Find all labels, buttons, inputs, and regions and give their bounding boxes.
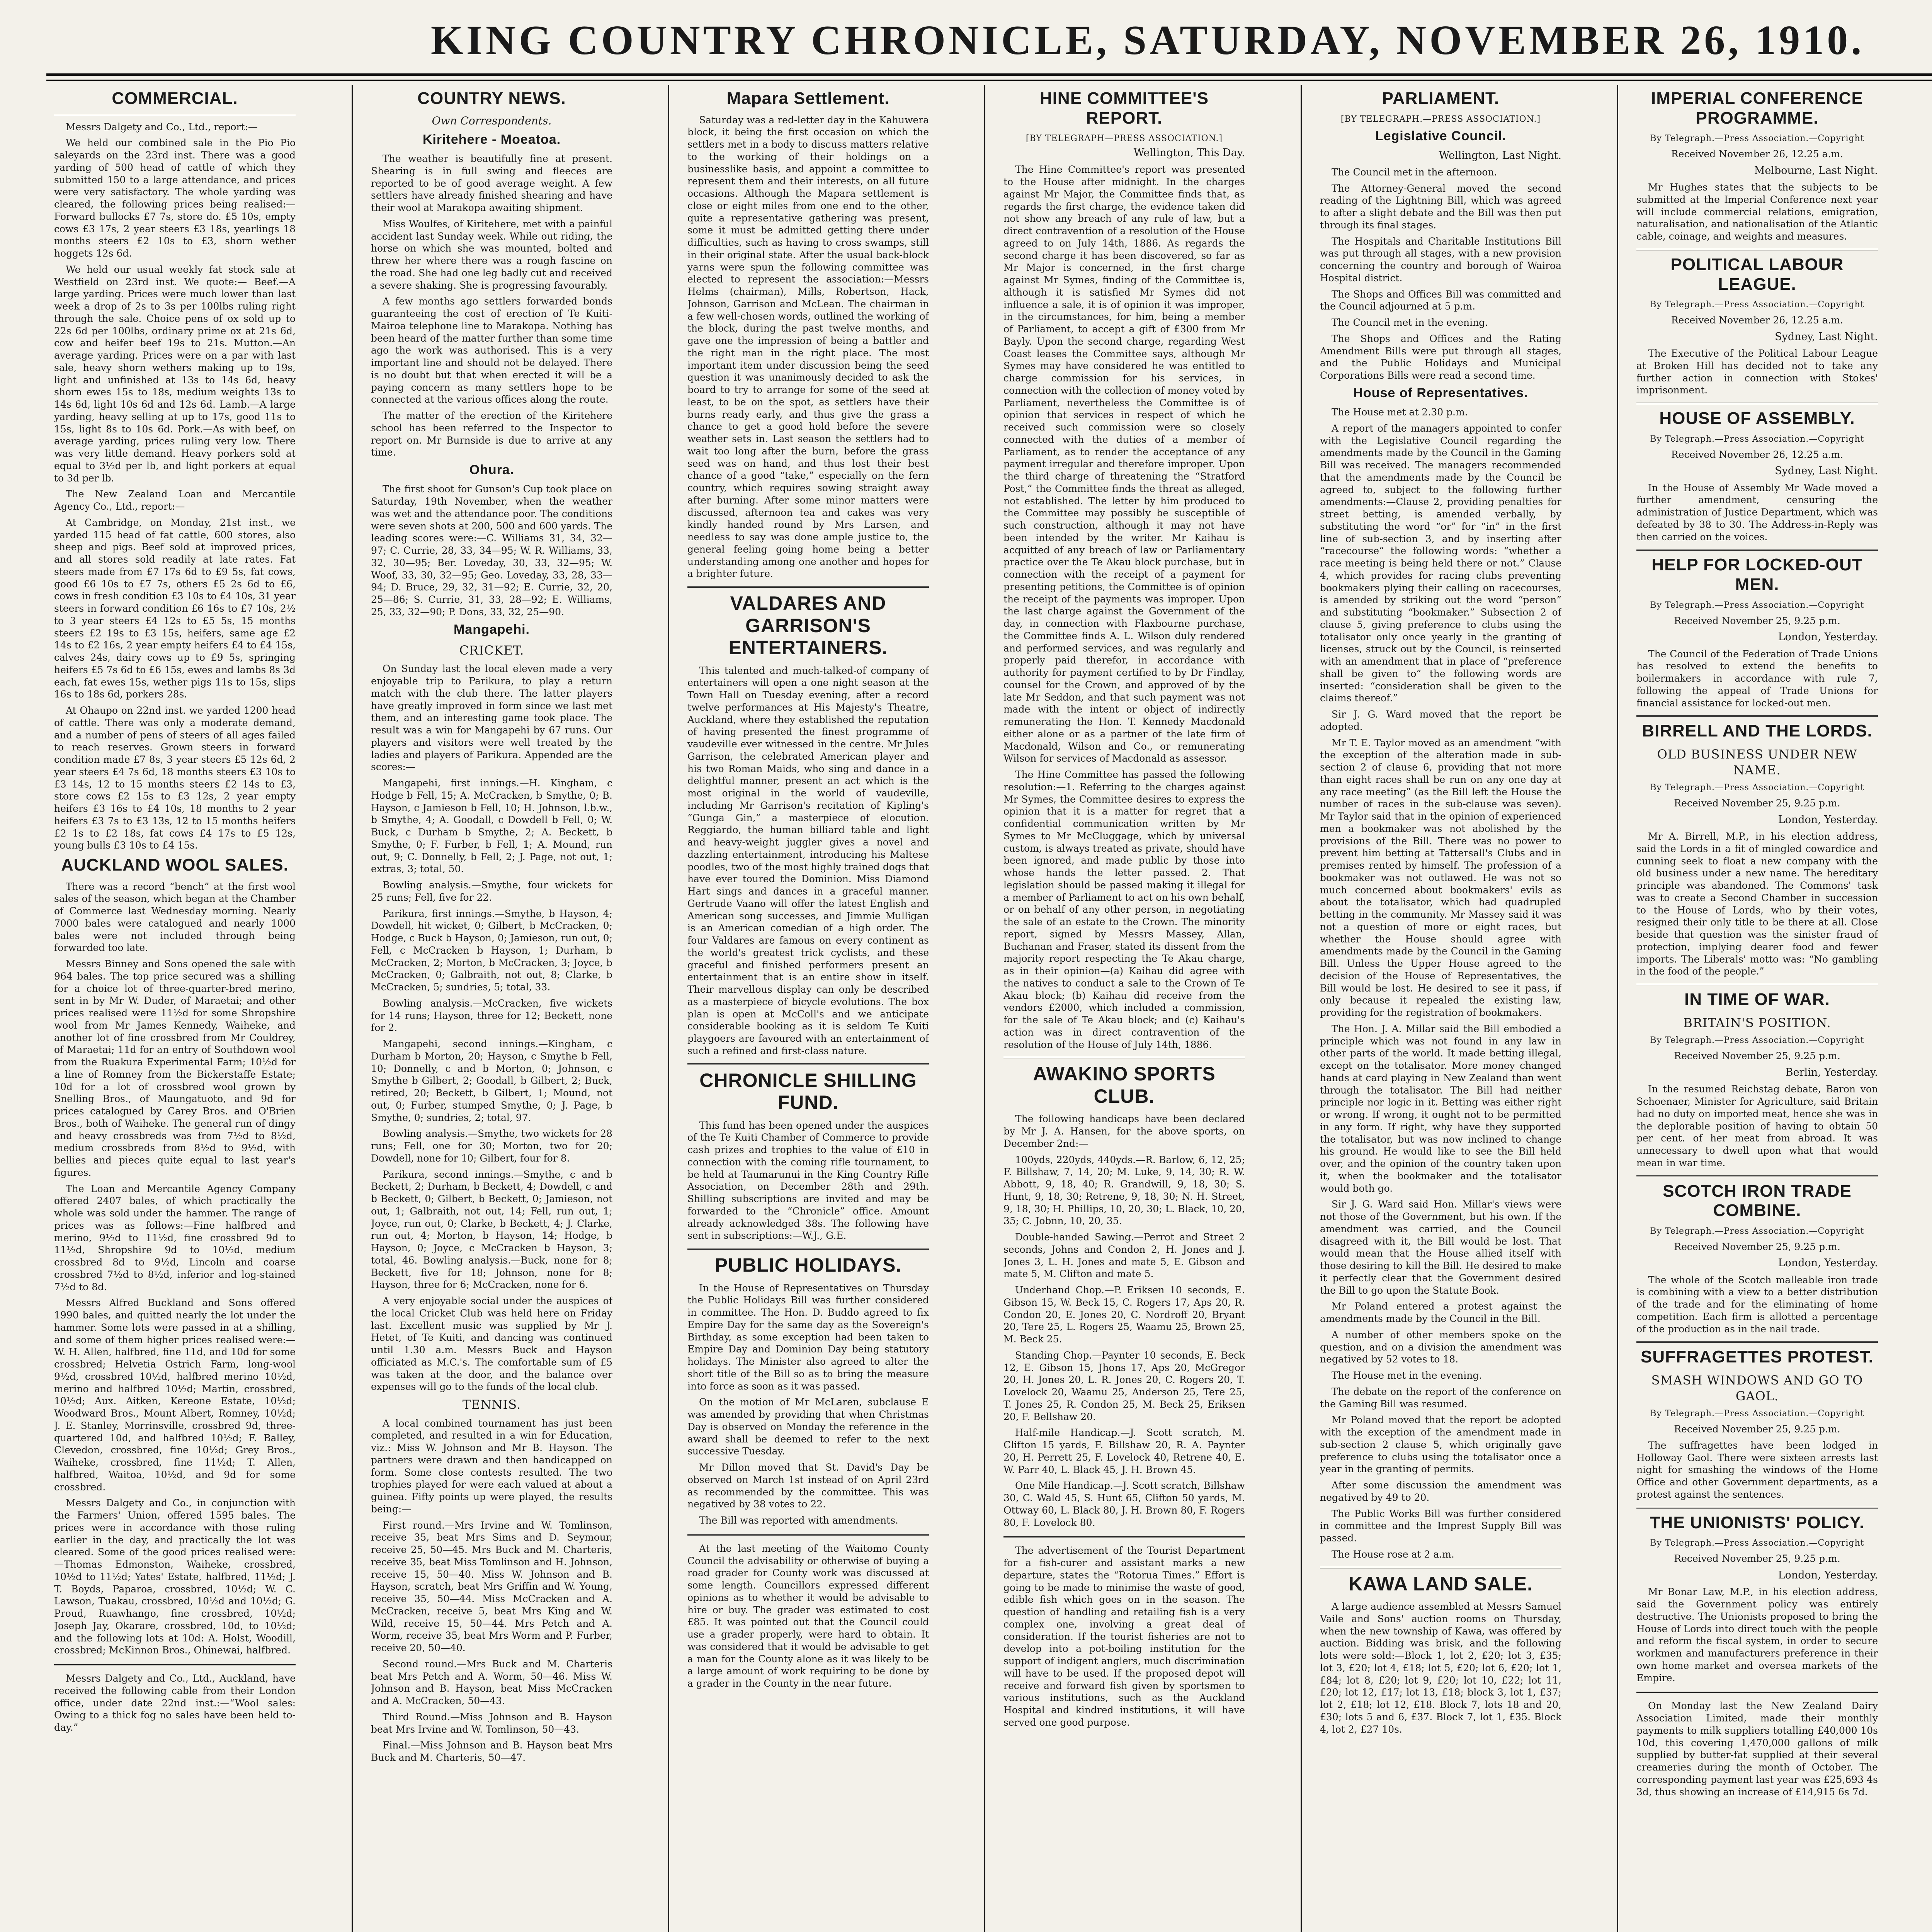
column-2 — [371, 85, 612, 1932]
received-line: Received November 25, 9.25 p.m. — [1674, 1553, 1840, 1565]
article-paragraph: Messrs Dalgety and Co., in conjunction with the Farmers' Union, offered 1595 bales. The prices were in accordance with those ruling earlier in the day, and practically the lot was cleared. Some of the good prices realised were:—Thomas Edmonston, Waiheke, crossbred, 10½d to 11½d; Yates' Estate, halfbred, 11½d; J. T. Boyds, Paparoa, crossbred, 10½d; W. C. Lawson, Tuakau, crossbred, 10½d and 10½d; G. Proud, Ruawhango, fine crossbred, 10½d; Joseph Jay, Okarare, crossbred, 10d, to 10½d; and the following lots at 10d: A. Holst, Woodill, crossbred; McKinnon Bros., Ohinewai, halfbred. — [54, 1497, 296, 1656]
divider — [1003, 1057, 1245, 1058]
article-paragraph: This talented and much-talked-of company of entertainers will open a one night season at the Town Hall on Tuesday evening, after a record twelve performances at His Majesty's Theatre, Auckland, where they established the reputation of having presented the finest programme of vaudeville ever witnessed in the centre. Mr Jules Garrison, the celebrated American player and his two Roman Maids, who sing and dance in a delightful manner, present an act which is the most original in the world of vaudeville, including Mr Garrison's recitation of Kipling's “Gunga Gin,” a masterpiece of elocution. Reggiardo, the human billiard table and light and heavy-weight juggler gives a novel and dazzling entertainment, introducing his Maltese poodles, two of the most highly trained dogs that have ever toured the Dominion. Miss Diamond Hart sings and dances in a graceful manner. Gertrude Vaano will offer the latest English and American song successes, and Jimmie Mulligan is an American comedian of a high order. The four Valdares are famous on every continent as the world's greatest trick cyclists, and these graceful and finished performers present an entertainment that is an entire show in itself. Their marvellous display can only be described as a masterpiece of bicycle evolutions. The box plan is open at McColl's and we anticipate considerable booking as it is seldom Te Kuiti playgoers are favoured with an entertainment of such a refined and first-class nature. — [687, 665, 929, 1056]
article-paragraph: Mr T. E. Taylor moved as an amendment “with the exception of the alteration made in sub-section 2 of clause 6, providing that not more than eight races shall be run on any one day at any race meeting” (as the Bill left the House the number of races in the sub-clause was seven). Mr Taylor said that in the opinion of experienced men a bookmaker was not abolished by the provisions of the Bill. There was no power to prevent him betting at Tattersall's Clubs and in premises rented by himself. The profession of a bookmaker was not outlawed. He was not so much concerned about bookmakers' evils as about the totalisator, which had quadrupled betting in the community. Mr Massey said it was not a question of more or eight races, but whether the House should agree with amendments made by the Council in the Gaming Bill. Unless the Upper House agreed to the decision of the House of Representatives, the Bill would be lost. He desired to see it pass, if only because it repealed the existing law, providing for the registration of bookmakers. — [1320, 737, 1561, 1018]
article-paragraph: At the last meeting of the Waitomo County Council the advisability or otherwise of buying a road grader for County work was discussed at some length. Councillors expressed different opinions as to whether it would be advisable to hire or buy. The grader was estimated to cost £85. It was pointed out that the Council could use a grader properly, were hard to obtain. It was considered that it would be advisable to get a man for the County alone as it was likely to be a large amount of work requiring to be done by a grader in the County in the near future. — [687, 1543, 929, 1689]
article-paragraph: The Bill was reported with amendments. — [699, 1515, 898, 1526]
headline-awakino-sports: AWAKINO SPORTS CLUB. — [1033, 1063, 1216, 1107]
received-line: Received November 25, 9.25 p.m. — [1674, 798, 1840, 809]
received-line: Received November 26, 12.25 a.m. — [1671, 315, 1844, 326]
divider — [1636, 1507, 1878, 1509]
article-paragraph: Underhand Chop.—P. Eriksen 10 seconds, E. Gibson 15, W. Beck 15, C. Rogers 17, Aps 20, R. Condon 20, E. Jones 20, C. Nordroff 20, Bryant 20, Tere 25, L. Rogers 25, Waamu 25, Brown 25, M. Beck 25. — [1003, 1284, 1245, 1345]
article-paragraph: The Hine Committee has passed the following resolution:—1. Referring to the charges against Mr Symes, the Committee desires to express the opinion that it is a matter for regret that a confidential communication written by Mr Symes to Mr McCluggage, which by universal custom, is always treated as private, should have been ignored, and made public by those into whose hands the letter passed. 2. That legislation should be passed making it illegal for a member of Parliament to act on his own behalf, or on behalf of any other person, in negotiating the sale of an estate to the Crown. The minority report, signed by Messrs Massey, Allan, Buchanan and Fraser, stated its dissent from the majority report respecting the Te Akau charge, as in their opinion—(a) Kaihau did agree with the natives to conduct a sale to the Crown of Te Akau block; (b) Kaihau did receive from the vendors £2000, which included a commission, for the sale of Te Akau block; and (c) Kaihau's action was in direct contravention of the resolution of the House of July 14th, 1886. — [1003, 769, 1245, 1050]
article-paragraph: Messrs Dalgety and Co., Ltd., Auckland, have received the following cable from their London office, under date 22nd inst.:—“Wool sales: Owing to a thick fog no sales have been held to-day.” — [54, 1673, 296, 1733]
article-paragraph: In the resumed Reichstag debate, Baron von Schoenaer, Minister for Agriculture, said Britain had no duty on imported meat, hence she was in the deplorable position of having to obtain 50 per cent. of her meat from abroad. It was unnecessary to dwell upon what that would mean in war time. — [1636, 1083, 1878, 1168]
dateline: Berlin, Yesterday. — [1785, 1066, 1878, 1078]
headline-in-time-of-war: IN TIME OF WAR. — [1684, 990, 1830, 1009]
article-paragraph: The Executive of the Political Labour League at Broken Hill has decided not to take any further action in connection with Stokes' imprisonment. — [1636, 348, 1878, 396]
dateline: London, Yesterday. — [1778, 631, 1878, 643]
headline-hine-committee: HINE COMMITTEE'S REPORT. — [1039, 89, 1209, 128]
masthead-title: KING COUNTRY CHRONICLE, SATURDAY, NOVEMBER 26, 1910. — [430, 17, 1865, 63]
subhead-legislative-council: Legislative Council. — [1375, 128, 1507, 143]
article-paragraph: The House rose at 2 a.m. — [1332, 1548, 1454, 1560]
column-rule — [984, 85, 985, 1932]
headline-scotch-iron-trade: SCOTCH IRON TRADE COMBINE. — [1663, 1181, 1852, 1220]
article-paragraph: At Cambridge, on Monday, 21st inst., we yarded 115 head of fat cattle, 600 stores, also sheep and pigs. Beef sold at improved prices, and all stores sold readily at late rates. Fat steers made from £7 17s 6d to £9 5s, fat cows, good £6 10s to £7 7s, others £5 2s 6d to £6, cows in fresh condition £3 10s to £4 10s, 31 year steers in forward condition £6 16s to £7 10s, 2½ to 3 year steers £4 12s to £5 5s, 15 months steers £2 19s to £3 15s, heifers, same age £2 14s to £2 16s, 2 year empty heifers £4 to £4 15s, calves 24s, dairy cows up to £9 5s, springing heifers £5 7s 6d to £6 15s, ewes and lambs 8s 3d each, fat ewes 15s, wether pigs 11s to 15s, slips 16s to 18s 6d, porkers 28s. — [54, 517, 296, 700]
article-paragraph: The Council of the Federation of Trade Unions has resolved to extend the benefits to boilermakers in accordance with rule 7, following the appeal of Trade Unions for financial assistance for locked-out men. — [1636, 648, 1878, 709]
divider — [54, 1664, 296, 1665]
headline-birrell-and-lords: BIRRELL AND THE LORDS. — [1642, 721, 1872, 741]
headline-country-news: COUNTRY NEWS. — [417, 89, 566, 108]
dateline: London, Yesterday. — [1778, 1257, 1878, 1269]
article-paragraph: Messrs Alfred Buckland and Sons offered 1990 bales, and quitted nearly the lot under the hammer. Some lots were passed in at a shilling, and some of them higher prices realised were:—W. H. Allen, halfbred, fine 11d, and 10d for some crossbred; Helvetia Ostrich Farm, long-wool 9½d, crossbred 10½d, halfbred merino 10½d, merino and halfbred 10½d; Martin, crossbred, 10½d; Aux. Aitken, Kereone Estate, 10½d; Woodward Bros., Mount Albert, Romney, 10½d; J. E. Stanley, Morrinsville, crossbred 9d, three-quartered 10d, and halfbred 10½d; F. Balley, Clevedon, crossbred, fine 10½d; Grey Bros., Waiheke, crossbred, fine 11½d; T. Allen, halfbred, Waitoa, 10½d, and 9d for some crossbred. — [54, 1297, 296, 1493]
article-paragraph: Miss Woulfes, of Kiritehere, met with a painful accident last Sunday week. While out riding, the horse on which she was mounted, bolted and threw her where there was a rough fascine on the road. She had one leg badly cut and received a severe shaking. She is progressing favourably. — [371, 218, 612, 291]
received-line: Received November 25, 9.25 p.m. — [1674, 615, 1840, 626]
byline: [BY TELEGRAPH—PRESS ASSOCIATION.] — [1026, 134, 1223, 144]
dateline: Wellington, This Day. — [1133, 147, 1245, 159]
divider — [687, 1248, 929, 1250]
article-paragraph: Mr Hughes states that the subjects to be submitted at the Imperial Conference next year will include commercial relations, emigration, naturalisation, and nationalisation of the Atlantic cable, coinage, and weights and measures. — [1636, 182, 1878, 242]
press-credit: By Telegraph.—Press Association.—Copyright — [1650, 1538, 1864, 1548]
headline-political-labour-league: POLITICAL LABOUR LEAGUE. — [1670, 255, 1844, 294]
article-paragraph: A large audience assembled at Messrs Samuel Vaile and Sons' auction rooms on Thursday, when the new township of Kawa, was offered by auction. Bidding was brisk, and the following lots were sold:—Block 1, lot 2, £20; lot 3, £35; lot 3, £20; lot 4, £18; lot 5, £20; lot 6, £20; lot 1, £84; lot 8, £20; lot 9, £20; lot 10, £22; lot 11, £20; lot 12, £17; lot 13, £18; block 3, lot 1, £37; lot 2, £18; lot 12, £18. Block 7, lots 18 and 20, £30; lots 5 and 6, £37. Block 7, lot 1, £35. Block 4, lot 2, £27 10s. — [1320, 1601, 1561, 1735]
article-paragraph: Parikura, first innings.—Smythe, b Hayson, 4; Dowdell, hit wicket, 0; Gilbert, b McCracken, 0; Hodge, c Buck b Hayson, 0; Jamieson, run out, 0; Fell, c McCracken b Hayson, 1; Durham, b McCracken, 2; Morton, b McCracken, 3; Joyce, b McCracken, 0; Galbraith, not out, 8; Clarke, b McCracken, 5; sundries, 5; total, 33. — [371, 908, 612, 993]
press-credit: By Telegraph.—Press Association.—Copyright — [1650, 134, 1864, 144]
headline-house-of-assembly: HOUSE OF ASSEMBLY. — [1659, 409, 1855, 428]
article-paragraph: The Hine Committee's report was presented to the House after midnight. In the charges against Mr Major, the Committee finds that, as regards the first charge, the evidence taken did not show any breach of any rule of law, but a direct contravention of a resolution of the House agreed to on July 14th, 1886. As regards the second charge it has been discovered, so far as Mr Major is concerned, in the first charge against Mr Symes, finding of the Committee is, although it is satisfied Mr Symes did not influence a sale, it is of opinion it was improper, in the circumstances, for him, being a member of Parliament, to accept a gift of £300 from Mr Bayly. Upon the second charge, regarding West Coast leases the Committee says, although Mr Symes may have considered he was entitled to charge commission for his services, in connection with the collection of money voted by Parliament, nevertheless the Committee is of opinion that services in respect of which he received such commission were so closely connected with the duties of a member of Parliament, as to render the acceptance of any payment irregular and therefore improper. Upon the third charge of threatening the “Stratford Post,” the Committee finds the threat as alleged, not established. The letter by him produced to the Committee may possibly be susceptible of such construction, although it may not have been intended by the writer. Mr Kaihau is acquitted of any breach of law or Parliamentary practice over the Te Akau block purchase, but in connection with the receipt of a payment for presenting petitions, the Committee is of opinion the receipt of the payments was improper. Upon the last charge against the Government of the day, in connection with Flaxbourne purchase, the Committee finds A. L. Wilson duly rendered and performed services, and was regularly and properly paid therefor, in accordance with authority for payment certified to by Dr Findlay, counsel for the Crown, and approved of by the late Mr Seddon, and that such payment was not made with the intent or object of indirectly remunerating the Hon. T. Kennedy Macdonald either alone or as a partner of the late firm of Macdonald, Wilson and Co., or remunerating Wilson for services of Macdonald as assessor. — [1003, 164, 1245, 764]
article-paragraph: Third Round.—Miss Johnson and B. Hayson beat Mrs Irvine and W. Tomlinson, 50—43. — [371, 1711, 612, 1735]
article-paragraph: Second round.—Mrs Buck and M. Charteris beat Mrs Petch and A. Worm, 50—46. Miss W. Johnson and B. Hayson, beat Miss McCracken and A. McCracken, 50—43. — [371, 1658, 612, 1707]
article-paragraph: Final.—Miss Johnson and B. Hayson beat Mrs Buck and M. Charteris, 50—47. — [371, 1740, 612, 1764]
article-paragraph: Bowling analysis.—Smythe, two wickets for 28 runs; Fell, one for 30; Morton, two for 20; Dowdell, none for 10; Gilbert, four for 8. — [371, 1128, 612, 1164]
article-paragraph: On Monday last the New Zealand Dairy Association Limited, made their monthly payments to milk suppliers totalling £40,000 10s 10d, this covering 1,470,000 gallons of milk supplied by butter-fat supplied at their several creameries during the month of October. The corresponding payment last year was £25,693 4s 3d, thus showing an increase of £14,915 6s 7d. — [1636, 1700, 1878, 1798]
article-paragraph: The House met at 2.30 p.m. — [1332, 406, 1468, 418]
article-paragraph: 100yds, 220yds, 440yds.—R. Barlow, 6, 12, 25; F. Billshaw, 7, 14, 20; M. Luke, 9, 14, 30; R. W. Abbott, 9, 18, 40; R. Grandwill, 9, 18, 30; S. Hunt, 9, 18, 30; Retrene, 9, 18, 30; N. H. Street, 9, 18, 30; H. Phillips, 10, 20, 30; L. Black, 10, 20, 35; C. Jobnn, 10, 20, 35. — [1003, 1154, 1245, 1227]
article-paragraph: Mr Poland entered a protest against the amendments made by the Council in the Bill. — [1320, 1301, 1561, 1324]
subhead-tennis: TENNIS. — [462, 1397, 521, 1412]
article-paragraph: The Hon. J. A. Millar said the Bill embodied a principle which was not found in any law in other parts of the world. It made betting illegal, except on the totalisator. More money changed hands at card playing in New Zealand than went through the totalisator. The Bill had neither principle nor logic in it. Betting was either right or wrong. If wrong, it ought not to be permitted in any form. If right, why have they supported the totalisator, but was now inclined to change his ground. He would like to see the Bill held over, and the opinion of the country taken upon it, when the bookmaker and the totalisator would both go. — [1320, 1023, 1561, 1194]
headline-kawa-land-sale: KAWA LAND SALE. — [1348, 1573, 1533, 1595]
article-paragraph: On the motion of Mr McLaren, subclause E was amended by providing that when Christmas Day is observed on Monday the reference in the award shall be deemed to refer to the next successive Tuesday. — [687, 1396, 929, 1457]
article-paragraph: The Hospitals and Charitable Institutions Bill was put through all stages, with a new provision concerning the country and borough of Wairoa Hospital district. — [1320, 235, 1561, 284]
dateline: Wellington, Last Night. — [1439, 149, 1561, 162]
headline-imperial-conference: IMPERIAL CONFERENCE PROGRAMME. — [1651, 89, 1863, 128]
article-paragraph: The Loan and Mercantile Agency Company offered 2407 bales, of which practically the whole was sold under the hammer. The range of prices was as follows:—Fine halfbred and merino, 9½d to 11½d, fine crossbred 9d to 11½d, Shropshire 9d to 10½d, medium crossbred 8d to 9½d, Lincoln and coarse crossbred 7½d to 8½d, inferior and log-stained 7½d to 8d. — [54, 1183, 296, 1293]
article-paragraph: We held our usual weekly fat stock sale at Westfield on 23rd inst. We quote:— Beef.—A large yarding. Prices were much lower than last week a drop of 2s to 3s per 100lbs ruling right through the sale. Choice pens of ox sold up to 22s 6d per 100lbs, ordinary prime ox at 21s 6d, cow and heifer beef 19s to 21s. Mutton.—An average yarding. Prices were on a par with last sale, heavy shorn wethers making up to 19s, light and unfinished at 13s to 14s 6d, heavy shorn ewes 15s to 18s, medium weights 13s to 14s 6d, light 10s 6d and 12s 6d. Lamb.—A large yarding, heavy selling at up to 17s, good 11s to 15s, light 8s to 10s 6d. Pork.—As with beef, on average yarding, prices ruling very low. There was very little demand. Heavy porkers sold at equal to 3½d per lb, and light porkers at equal to 3d per lb. — [54, 264, 296, 484]
article-paragraph: The following handicaps have been declared by Mr J. A. Hansen, for the above sports, on December 2nd:— — [1003, 1113, 1245, 1149]
dateline: Sydney, Last Night. — [1775, 465, 1878, 477]
divider — [1636, 1692, 1878, 1693]
article-paragraph: The New Zealand Loan and Mercantile Agency Co., Ltd., report:— — [54, 488, 296, 512]
article-paragraph: This fund has been opened under the auspices of the Te Kuiti Chamber of Commerce to provide cash prizes and trophies to the value of £10 in connection with the coming rifle tournament, to be held at Taumarunui in the King Country Rifle Association, on December 28th and 29th. Shilling subscriptions are invited and may be forwarded to the “Chronicle” office. Amount already acknowledged 38s. The following have sent in subscriptions:—W.J., G.E. — [687, 1119, 929, 1242]
article-paragraph: Messrs Dalgety and Co., Ltd., report:— — [66, 121, 258, 133]
article-paragraph: Mr Poland moved that the report be adopted with the exception of the amendment made in sub-section 2 clause 5, which originally gave preference to clubs using the totalisator once a year in the granting of permits. — [1320, 1414, 1561, 1475]
press-credit: By Telegraph.—Press Association.—Copyright — [1650, 783, 1864, 793]
headline-mapara-settlement: Mapara Settlement. — [726, 89, 890, 108]
press-credit: By Telegraph.—Press Association.—Copyright — [1650, 300, 1864, 310]
headline-auckland-wool-sales: AUCKLAND WOOL SALES. — [61, 855, 289, 875]
masthead — [46, 12, 1932, 70]
column-5 — [1320, 85, 1561, 1932]
article-paragraph: The Council met in the afternoon. — [1332, 166, 1497, 178]
divider — [1003, 1536, 1245, 1537]
article-paragraph: The whole of the Scotch malleable iron trade is combining with a view to a better distribution of the trade and for the eliminating of home competition. Each firm is allotted a percentage of the production as in the nail trade. — [1636, 1274, 1878, 1335]
dateline: Melbourne, Last Night. — [1754, 164, 1878, 177]
divider — [687, 1063, 929, 1065]
article-paragraph: Mangapehi, second innings.—Kingham, c Durham b Morton, 20; Hayson, c Smythe b Fell, 10; Donnelly, c and b Morton, 0; Johnson, c Smythe b Gilbert, 2; Goodall, b Gilbert, 2; Buck, retired, 20; Beckett, b Gilbert, 1; Mound, not out, 0; Furber, stumped Smythe, 0; J. Page, b Smythe, 0; sundries, 2; total, 97. — [371, 1038, 612, 1123]
subheadline: OLD BUSINESS UNDER NEW NAME. — [1657, 747, 1857, 777]
article-paragraph: The Shops and Offices and the Rating Amendment Bills were put through all stages, and the Public Holidays and Municipal Corporations Bills were read a second time. — [1320, 333, 1561, 381]
article-paragraph: The advertisement of the Tourist Department for a fish-curer and assistant marks a new departure, states the “Rotorua Times.” Effort is going to be made to minimise the waste of good, edible fish which goes on in the season. The question of handling and retailing fish is a very complex one, involving a great deal of consideration. If the tourist fisheries are not to develop into a pot-boiling institution for the support of indigent anglers, much discrimination will have to be used. If the proposed depot will receive and forward fish given by sportsmen to various institutions, such as the Auckland Hospital and kindred institutions, it will have served one good purpose. — [1003, 1545, 1245, 1728]
article-paragraph: In the House of Assembly Mr Wade moved a further amendment, censuring the administration of Justice Department, which was defeated by 38 to 30. The Address-in-Reply was then carried on the voices. — [1636, 482, 1878, 543]
received-line: Received November 25, 9.25 p.m. — [1674, 1050, 1840, 1062]
headline-unionists-policy: THE UNIONISTS' POLICY. — [1650, 1513, 1865, 1532]
divider — [687, 1534, 929, 1536]
received-line: Received November 26, 12.25 a.m. — [1671, 148, 1844, 160]
headline-commercial: COMMERCIAL. — [112, 89, 238, 108]
column-3 — [687, 85, 929, 1932]
article-paragraph: On Sunday last the local eleven made a very enjoyable trip to Parikura, to play a return match with the club there. The latter players have greatly improved in form since we last met them, and an interesting game took place. The result was a win for Mangapehi by 67 runs. Our players and visitors were well treated by the ladies and players of Parikura. Appended are the scores:— — [371, 663, 612, 773]
subhead-kiritehere: Kiritehere - Moeatoa. — [422, 132, 561, 147]
dateline: London, Yesterday. — [1778, 1569, 1878, 1581]
column-4 — [1003, 85, 1245, 1932]
press-credit: By Telegraph.—Press Association.—Copyright — [1650, 1036, 1864, 1046]
received-line: Received November 26, 12.25 a.m. — [1671, 449, 1844, 460]
divider — [1636, 549, 1878, 551]
article-paragraph: First round.—Mrs Irvine and W. Tomlinson, receive 35, beat Mrs Sims and D. Seymour, receive 25, 50—45. Mrs Buck and M. Charteris, receive 35, beat Miss Tomlinson and H. Johnson, receive 15, 50—40. Miss W. Johnson and B. Hayson, scratch, beat Mrs Griffin and W. Young, receive 35, 50—44. Miss McCracken and A. McCracken, receive 5, beat Mrs King and W. Wild, receive 15, 50—44. Mrs Petch and A. Worm, receive 35, beat Mrs Worm and P. Furber, receive 20, 50—40. — [371, 1519, 612, 1654]
article-paragraph: Parikura, second innings.—Smythe, c and b Beckett, 2; Durham, b Beckett, 4; Dowdell, c and b Beckett, 0; Gilbert, b Beckett, 0; Jamieson, not out, 1; Galbraith, not out, 14; Fell, run out, 1; Joyce, run out, 0; Clarke, b Beckett, 4; J. Clarke, run out, 4; Morton, b Hayson, 14; Hodge, b Hayson, 0; Joyce, c McCracken b Hayson, 3; total, 46. Bowling analysis.—Buck, none for 8; Beckett, five for 18; Johnson, none for 8; Hayson, three for 6; McCracken, none for 6. — [371, 1168, 612, 1291]
article-paragraph: The Attorney-General moved the second reading of the Lightning Bill, which was agreed to after a slight debate and the Bill was then put through its final stages. — [1320, 182, 1561, 231]
article-paragraph: Mangapehi, first innings.—H. Kingham, c Hodge b Fell, 15; A. McCracken, b Smythe, 0; B. Hayson, c Jamieson b Fell, 10; H. Johnson, l.b.w., b Smythe, 4; A. Goodall, c Dowdell b Fell, 0; W. Buck, c Durham b Smythe, 2; A. Beckett, b Smythe, 0; F. Furber, b Fell, 1; A. Mound, run out, 9; C. Donnelly, b Fell, 2; J. Page, not out, 1; extras, 3; total, 50. — [371, 777, 612, 875]
subhead-ohura: Ohura. — [469, 463, 514, 478]
divider — [1320, 1567, 1561, 1568]
subheadline: BRITAIN'S POSITION. — [1683, 1015, 1831, 1030]
article-paragraph: Messrs Binney and Sons opened the sale with 964 bales. The top price secured was a shilling for a choice lot of three-quarter-bred merino, sent in by Mr W. Duder, of Maraetai; and other prices realised were 11½d for some Shropshire wool from Mr James Kennedy, Waiheke, and another lot of fine crossbred from Mr Couldrey, of Maraetai; 11d for an entry of Southdown wool from the Ruakura Experimental Farm; 10½d for a line of Romney from the Bickerstaffe Estate; 10d for a lot of crossbred wool grown by Snelling Bros., of Maungatuoto, and 9d for prices catalogued by Carey Bros. and O'Brien Bros., both of Waiheke. The general run of dingy and heavy crossbreds was from 7½d to 8½d, medium crossbreds from 8½d to 9½d, with bellies and pieces quite equal to last year's figures. — [54, 958, 296, 1178]
press-credit: By Telegraph.—Press Association.—Copyright — [1650, 1409, 1864, 1419]
article-paragraph: The first shoot for Gunson's Cup took place on Saturday, 19th November, when the weather was wet and the attendance poor. The conditions were seven shots at 200, 500 and 600 yards. The leading scores were:—C. Williams 31, 34, 32—97; C. Currie, 28, 33, 34—95; W. R. Williams, 33, 32, 30—95; Ber. Loveday, 30, 33, 32—95; W. Woof, 33, 30, 32—95; Geo. Loveday, 33, 28, 33—94; D. Bruce, 29, 32, 31—92; E. Currie, 32, 20, 25—86; S. Currie, 31, 33, 28—92; E. Williams, 25, 33, 32—90; P. Dons, 33, 32, 25—90. — [371, 483, 612, 617]
headline-shilling-fund: CHRONICLE SHILLING FUND. — [699, 1069, 917, 1114]
article-paragraph: After some discussion the amendment was negatived by 49 to 20. — [1320, 1480, 1561, 1503]
article-paragraph: The Council met in the evening. — [1332, 317, 1488, 328]
column-rule — [668, 85, 669, 1932]
article-paragraph: Mr Dillon moved that St. David's Day be observed on March 1st instead of on April 23rd as recommended by the committee. This was negatived by 38 votes to 22. — [687, 1462, 929, 1510]
received-line: Received November 25, 9.25 p.m. — [1674, 1241, 1840, 1252]
article-paragraph: Mr Bonar Law, M.P., in his election address, said the Government policy was entirely destructive. The Unionists proposed to bring the House of Lords into direct touch with the people and reform the fiscal system, in order to secure workmen and manufacturers preference in their own home market and oversea markets of the Empire. — [1636, 1586, 1878, 1684]
article-paragraph: Mr A. Birrell, M.P., in his election address, said the Lords in a fit of mingled cowardice and cunning seek to float a new company with the old business under a new name. The hereditary principle was abandoned. The Commons' task was to create a Second Chamber in succession to the House of Lords, who by their votes, resigned their only title to be there at all. Close beside that question was the sinister fraud of protection, implying dearer food and fewer imports. The Liberals' motto was: “No gambling in the food of the people.” — [1636, 831, 1878, 977]
article-paragraph: We held our combined sale in the Pio Pio saleyards on the 23rd inst. There was a good yarding of 500 head of cattle of which they submitted 150 to a large attendance, and prices were very satisfactory. The whole yarding was cleared, the following prices being realised:—Forward bullocks £7 7s, store do. £5 10s, empty cows £3 17s, 2 year steers £3 18s, yearlings 18 months steers £2 10s to £3, shorn wether hoggets 12s 6d. — [54, 137, 296, 259]
subhead-house-of-representatives: House of Representatives. — [1353, 385, 1528, 400]
article-paragraph: A report of the managers appointed to confer with the Legislative Council regarding the amendments made by the Council in the Gaming Bill was received. The managers recommended that the amendments made by the Council be agreed to, subject to the following further amendments:—Clause 2, providing penalties for street betting, is amended verbally, by substituting the word “or” for “in” in the first line of sub-section 3, and by inserting after “racecourse” the following words: “whether a race meeting is being held there or not.” Clause 4, which provides for racing clubs preventing bookmakers plying their calling on racecourses, is amended by striking out the word “person” and substituting “bookmaker.” Subsection 2 of clause 5, giving preference to clubs using the totalisator only once yearly in the granting of licenses, struck out by the Council, is reinserted with an amendment that in place of “preference shall be given to” the following words are inserted: “consideration shall be given to the claims thereof.” — [1320, 422, 1561, 704]
headline-help-locked-out-men: HELP FOR LOCKED-OUT MEN. — [1651, 555, 1863, 594]
divider — [1636, 1341, 1878, 1343]
article-paragraph: A local combined tournament has just been completed, and resulted in a win for Education, viz.: Miss W. Johnson and Mr B. Hayson. The partners were drawn and then handicapped on form. Some close contests resulted. The two trophies played for were each valued at about a guinea. Fifty points up were played, the results being:— — [371, 1417, 612, 1515]
article-paragraph: Bowling analysis.—McCracken, five wickets for 14 runs; Hayson, three for 12; Beckett, none for 2. — [371, 997, 612, 1034]
article-paragraph: Sir J. G. Ward moved that the report be adopted. — [1320, 709, 1561, 732]
column-rule — [352, 85, 353, 1932]
dateline: London, Yesterday. — [1778, 813, 1878, 826]
article-paragraph: In the House of Representatives on Thursday the Public Holidays Bill was further considered in committee. The Hon. D. Buddo agreed to fix Empire Day for the same day as the Sovereign's Birthday, as some exception had been taken to Empire Day and Dominion Day being statutory holidays. The Minister also agreed to alter the short title of the Bill so as to bring the measure into force as soon as it was passed. — [687, 1282, 929, 1392]
divider — [1636, 249, 1878, 250]
subhead-mangapehi: Mangapehi. — [453, 622, 530, 637]
article-paragraph: Double-handed Sawing.—Perrot and Street 2 seconds, Johns and Condon 2, H. Jones and J. Jones 3, L. H. Jones and mate 5, E. Gibson and mate 5, M. Clifton and mate 5. — [1003, 1231, 1245, 1280]
article-paragraph: The matter of the erection of the Kiritehere school has been referred to the Inspector to report on. Mr Burnside is due to arrive at any time. — [371, 410, 612, 458]
press-credit: By Telegraph.—Press Association.—Copyright — [1650, 434, 1864, 444]
divider — [687, 586, 929, 588]
headline-public-holidays: PUBLIC HOLIDAYS. — [714, 1254, 902, 1276]
headline-suffragettes-protest: SUFFRAGETTES PROTEST. — [1641, 1347, 1874, 1367]
article-paragraph: Bowling analysis.—Smythe, four wickets for 25 runs; Fell, five for 22. — [371, 879, 612, 903]
subheadline: SMASH WINDOWS AND GO TO GAOL. — [1651, 1373, 1863, 1403]
masthead-rule — [46, 73, 1932, 81]
headline-parliament: PARLIAMENT. — [1382, 89, 1500, 108]
article-paragraph: A number of other members spoke on the question, and on a division the amendment was negatived by 52 votes to 18. — [1320, 1329, 1561, 1365]
article-paragraph: The Shops and Offices Bill was committed and the Council adjourned at 5 p.m. — [1320, 288, 1561, 312]
article-paragraph: The House met in the evening. — [1332, 1370, 1482, 1381]
divider — [1636, 715, 1878, 717]
press-credit: By Telegraph.—Press Association.—Copyright — [1650, 1226, 1864, 1236]
divider — [1636, 984, 1878, 985]
article-paragraph: Sir J. G. Ward said Hon. Millar's views were not those of the Government, but his own. If the amendment was carried, and the Council disagreed with it, the Bill would be lost. That would mean that the House allied itself with those desiring to kill the Bill. He desired to make it perfectly clear that the Government desired the Bill to go upon the Statute Book. — [1320, 1199, 1561, 1296]
column-1 — [54, 85, 296, 1932]
article-paragraph: Saturday was a red-letter day in the Kahuwera block, it being the first occasion on which the settlers met in a body to discuss matters relative to the working of their holdings on a businesslike basis, and appoint a committee to represent them and their interests, on all future occasions. Although the Mapara settlement is close or eight miles from one end to the other, quite a representative gathering was present, some it must be admitted getting there under difficulties, such as having to cross swamps, still in their original state. After the usual back-block yarns were spun the following committee was elected to represent the association:—Messrs Helms (chairman), Mills, Robertson, Hack, Johnson, Garrison and McLean. The chairman in a few well-chosen words, outlined the working of the block, during the past twelve months, and gave one the impression of being a battler and the right man in the right place. The most important item under discussion being the seed question it was unanimously decided to ask the board to try to arrange for some of the seed at least, to be on the spot, as settlers have their burns ready early, and thus give the grass a chance to get a good hold before the severe weather sets in. Last season the settlers had to wait too long after the burn, before the grass seed was on hand, and thus lost their best chance of a good “take,” especially on the fern country, which requires sowing straight away after burning. After some minor matters were discussed, afternoon tea and cakes was very kindly handed round by Mrs Larsen, and needless to say was done ample justice to, the general feeling going home being a better understanding among one another and hopes for a brighter future. — [687, 114, 929, 580]
column-rule — [1617, 85, 1618, 1932]
divider — [1636, 1175, 1878, 1177]
column-rule — [1301, 85, 1302, 1932]
article-paragraph: There was a record “bench” at the first wool sales of the season, which began at the Chamber of Commerce last Wednesday morning. Nearly 7000 bales were catalogued and nearly 1000 bales were not included through being forwarded too late. — [54, 881, 296, 954]
article-paragraph: Standing Chop.—Paynter 10 seconds, E. Beck 12, E. Gibson 15, Jhons 17, Aps 20, McGregor 20, H. Jones 20, L. R. Jones 20, C. Rogers 20, T. Lovelock 20, Waamu 25, Anderson 25, Tere 25, T. Jones 25, R. Condon 25, M. Beck 25, Eriksen 20, F. Bellshaw 20. — [1003, 1349, 1245, 1422]
received-line: Received November 25, 9.25 p.m. — [1674, 1423, 1840, 1435]
section-credit: Own Correspondents. — [432, 114, 552, 127]
article-paragraph: At Ohaupo on 22nd inst. we yarded 1200 head of cattle. There was only a moderate demand, and a number of pens of steers of all ages failed to reach reserves. Grown steers in forward condition made £7 8s, 3 year steers £5 12s 6d, 2 year steers £4 7s 6d, 18 months steers £3 10s to £3 14s, 12 to 15 months steers £2 14s to £3, store cows £2 15s to £3 12s, 2 year empty heifers £3 16s to £4 10s, 18 months to 2 year heifers £3 7s to £3 13s, 12 to 15 months heifers £2 1s to £2 18s, fat cows £4 17s to £5 12s, young bulls £3 10s to £4 15s. — [54, 705, 296, 851]
article-paragraph: The debate on the report of the conference on the Gaming Bill was resumed. — [1320, 1386, 1561, 1410]
article-paragraph: One Mile Handicap.—J. Scott scratch, Billshaw 30, C. Wald 45, S. Hunt 65, Clifton 50 yards, M. Ottway 60, L. Black 80, J. H. Brown 80, F. Rogers 80, F. Lovelock 80. — [1003, 1480, 1245, 1528]
byline: [BY TELEGRAPH.—PRESS ASSOCIATION.] — [1340, 114, 1541, 124]
dateline: Sydney, Last Night. — [1775, 330, 1878, 343]
headline-valdares: VALDARES AND GARRISON'S ENTERTAINERS. — [728, 592, 888, 659]
article-paragraph: The suffragettes have been lodged in Holloway Gaol. There were sixteen arrests last night for smashing the windows of the Home Office and other Government departments, as a protest against the sentences. — [1636, 1439, 1878, 1500]
column-6 — [1636, 85, 1878, 1932]
article-paragraph: A few months ago settlers forwarded bonds guaranteeing the cost of erection of Te Kuiti-Mairoa telephone line to Marakopa. Nothing has been heard of the matter further than some time ago the work was authorised. This is a very important line and should not be delayed. There is no doubt but that when erected it will be a paying concern as many settlers hope to be connected at the various offices along the route. — [371, 296, 612, 405]
article-paragraph: Half-mile Handicap.—J. Scott scratch, M. Clifton 15 yards, F. Billshaw 20, R. A. Paynter 20, H. Perrett 25, F. Lovelock 40, Retrene 40, E. W. Parr 40, L. Black 45, J. H. Brown 45. — [1003, 1427, 1245, 1475]
article-paragraph: The Public Works Bill was further considered in committee and the Imprest Supply Bill was passed. — [1320, 1508, 1561, 1544]
press-credit: By Telegraph.—Press Association.—Copyright — [1650, 600, 1864, 610]
article-paragraph: The weather is beautifully fine at present. Shearing is in full swing and fleeces are reported to be of good average weight. A few settlers have already finished shearing and have their wool at Marakopa awaiting shipment. — [371, 153, 612, 214]
subhead-cricket: CRICKET. — [459, 643, 524, 658]
article-paragraph: A very enjoyable social under the auspices of the local Cricket Club was held here on Friday last. Excellent music was supplied by Mr J. Hetet, of Te Kuiti, and dancing was continued until 1.30 a.m. Messrs Buck and Hayson officiated as M.C.'s. The comfortable sum of £5 was taken at the door, and the balance over expenses will go to the funds of the local club. — [371, 1295, 612, 1393]
divider — [1636, 403, 1878, 404]
divider — [54, 115, 296, 116]
